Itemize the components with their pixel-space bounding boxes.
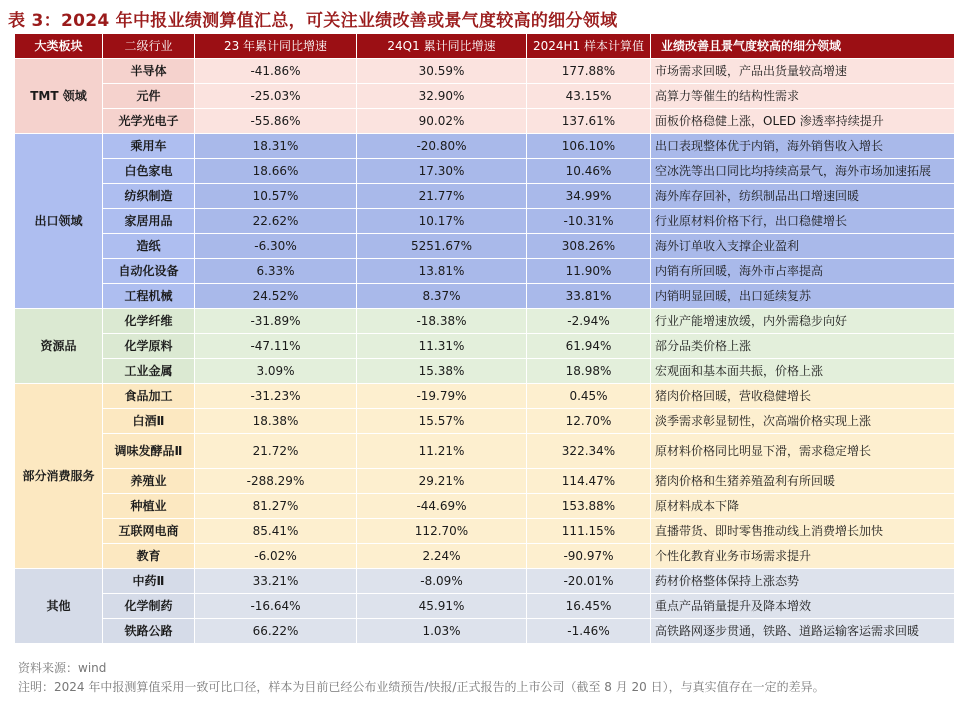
industry-cell: 化学原料 <box>103 334 195 359</box>
industry-cell: 造纸 <box>103 234 195 259</box>
table-row <box>15 594 955 619</box>
improvement-cell: 原材料价格同比明显下滑，需求稳定增长 <box>651 434 955 469</box>
data-source: 资料来源：wind <box>18 661 107 675</box>
growth-2023-cell: -6.30% <box>195 234 357 259</box>
table-row <box>15 469 955 494</box>
h1-sample-cell: -1.46% <box>527 619 651 644</box>
improvement-cell: 高算力等催生的结构性需求 <box>651 84 955 109</box>
industry-earnings-table <box>14 33 955 644</box>
table-row <box>15 544 955 569</box>
table-row <box>15 234 955 259</box>
improvement-cell: 空冰洗等出口同比均持续高景气，海外市场加速拓展 <box>651 159 955 184</box>
growth-24q1-cell: 5251.67% <box>357 234 527 259</box>
table-title: 表 3：2024 年中报业绩测算值汇总，可关注业绩改善或景气度较高的细分领域 <box>8 11 618 31</box>
industry-cell: 光学光电子 <box>103 109 195 134</box>
growth-24q1-cell: 11.21% <box>357 434 527 469</box>
growth-24q1-cell: 11.31% <box>357 334 527 359</box>
sector-cell: 部分消费服务 <box>15 384 103 569</box>
growth-24q1-cell: 15.57% <box>357 409 527 434</box>
growth-24q1-cell: 32.90% <box>357 84 527 109</box>
h1-sample-cell: 18.98% <box>527 359 651 384</box>
table-row <box>15 159 955 184</box>
improvement-cell: 内销有所回暖，海外市占率提高 <box>651 259 955 284</box>
industry-cell: 互联网电商 <box>103 519 195 544</box>
table-row <box>15 384 955 409</box>
growth-24q1-cell: 30.59% <box>357 59 527 84</box>
growth-2023-cell: 81.27% <box>195 494 357 519</box>
table-row <box>15 334 955 359</box>
industry-cell: 白酒Ⅱ <box>103 409 195 434</box>
industry-cell: 元件 <box>103 84 195 109</box>
table-row <box>15 209 955 234</box>
industry-cell: 中药Ⅱ <box>103 569 195 594</box>
h1-sample-cell: 16.45% <box>527 594 651 619</box>
h1-sample-cell: 137.61% <box>527 109 651 134</box>
h1-sample-cell: 11.90% <box>527 259 651 284</box>
growth-24q1-cell: -20.80% <box>357 134 527 159</box>
growth-2023-cell: 22.62% <box>195 209 357 234</box>
growth-24q1-cell: 21.77% <box>357 184 527 209</box>
h1-sample-cell: 106.10% <box>527 134 651 159</box>
table-row <box>15 494 955 519</box>
improvement-cell: 猪肉价格和生猪养殖盈利有所回暖 <box>651 469 955 494</box>
growth-2023-cell: -55.86% <box>195 109 357 134</box>
improvement-cell: 药材价格整体保持上涨态势 <box>651 569 955 594</box>
h1-sample-cell: -2.94% <box>527 309 651 334</box>
h1-sample-cell: 43.15% <box>527 84 651 109</box>
industry-cell: 家居用品 <box>103 209 195 234</box>
improvement-cell: 部分品类价格上涨 <box>651 334 955 359</box>
improvement-cell: 出口表现整体优于内销，海外销售收入增长 <box>651 134 955 159</box>
table-row <box>15 109 955 134</box>
sector-cell: 其他 <box>15 569 103 644</box>
h1-sample-cell: 10.46% <box>527 159 651 184</box>
h1-sample-cell: 308.26% <box>527 234 651 259</box>
h1-sample-cell: -20.01% <box>527 569 651 594</box>
growth-2023-cell: -25.03% <box>195 84 357 109</box>
growth-2023-cell: 18.66% <box>195 159 357 184</box>
header-industry: 二级行业 <box>103 34 195 59</box>
improvement-cell: 行业产能增速放缓，内外需稳步向好 <box>651 309 955 334</box>
industry-cell: 半导体 <box>103 59 195 84</box>
improvement-cell: 高铁路网逐步贯通，铁路、道路运输客运需求回暖 <box>651 619 955 644</box>
table-row <box>15 619 955 644</box>
growth-24q1-cell: 112.70% <box>357 519 527 544</box>
improvement-cell: 面板价格稳健上涨，OLED 渗透率持续提升 <box>651 109 955 134</box>
improvement-cell: 内销明显回暖，出口延续复苏 <box>651 284 955 309</box>
growth-24q1-cell: -18.38% <box>357 309 527 334</box>
growth-24q1-cell: 90.02% <box>357 109 527 134</box>
h1-sample-cell: 61.94% <box>527 334 651 359</box>
improvement-cell: 海外订单收入支撑企业盈利 <box>651 234 955 259</box>
growth-2023-cell: 3.09% <box>195 359 357 384</box>
h1-sample-cell: -90.97% <box>527 544 651 569</box>
growth-24q1-cell: 29.21% <box>357 469 527 494</box>
h1-sample-cell: 33.81% <box>527 284 651 309</box>
growth-24q1-cell: -8.09% <box>357 569 527 594</box>
table-row <box>15 259 955 284</box>
industry-cell: 工程机械 <box>103 284 195 309</box>
h1-sample-cell: 34.99% <box>527 184 651 209</box>
growth-24q1-cell: 2.24% <box>357 544 527 569</box>
h1-sample-cell: 153.88% <box>527 494 651 519</box>
table-row <box>15 569 955 594</box>
header-2024h1-sample: 2024H1 样本计算值 <box>527 34 651 59</box>
growth-24q1-cell: 17.30% <box>357 159 527 184</box>
table-row <box>15 184 955 209</box>
industry-cell: 食品加工 <box>103 384 195 409</box>
growth-2023-cell: 6.33% <box>195 259 357 284</box>
industry-cell: 铁路公路 <box>103 619 195 644</box>
improvement-cell: 个性化教育业务市场需求提升 <box>651 544 955 569</box>
footnote: 注明：2024 年中报测算值采用一致可比口径，样本为目前已经公布业绩预告/快报/正式报告的上市公司（截至 8 月 20 日），与真实值存在一定的差异。 <box>18 680 825 694</box>
improvement-cell: 行业原材料价格下行，出口稳健增长 <box>651 209 955 234</box>
h1-sample-cell: 111.15% <box>527 519 651 544</box>
table-body <box>15 59 955 644</box>
h1-sample-cell: 177.88% <box>527 59 651 84</box>
h1-sample-cell: 0.45% <box>527 384 651 409</box>
growth-2023-cell: -16.64% <box>195 594 357 619</box>
sector-cell: 资源品 <box>15 309 103 384</box>
growth-24q1-cell: 1.03% <box>357 619 527 644</box>
growth-2023-cell: -288.29% <box>195 469 357 494</box>
table-row <box>15 434 955 469</box>
growth-24q1-cell: -44.69% <box>357 494 527 519</box>
growth-2023-cell: -6.02% <box>195 544 357 569</box>
growth-24q1-cell: 45.91% <box>357 594 527 619</box>
industry-cell: 调味发酵品Ⅱ <box>103 434 195 469</box>
table-header <box>15 34 955 59</box>
table-row <box>15 309 955 334</box>
improvement-cell: 淡季需求彰显韧性，次高端价格实现上涨 <box>651 409 955 434</box>
sector-cell: TMT 领域 <box>15 59 103 134</box>
table-row <box>15 284 955 309</box>
growth-2023-cell: 85.41% <box>195 519 357 544</box>
growth-2023-cell: -31.89% <box>195 309 357 334</box>
industry-cell: 自动化设备 <box>103 259 195 284</box>
improvement-cell: 直播带货、即时零售推动线上消费增长加快 <box>651 519 955 544</box>
industry-cell: 纺织制造 <box>103 184 195 209</box>
improvement-cell: 猪肉价格回暖，营收稳健增长 <box>651 384 955 409</box>
improvement-cell: 市场需求回暖，产品出货量较高增速 <box>651 59 955 84</box>
industry-cell: 乘用车 <box>103 134 195 159</box>
industry-cell: 化学纤维 <box>103 309 195 334</box>
industry-cell: 教育 <box>103 544 195 569</box>
industry-cell: 化学制药 <box>103 594 195 619</box>
growth-2023-cell: 66.22% <box>195 619 357 644</box>
header-sector: 大类板块 <box>15 34 103 59</box>
h1-sample-cell: 322.34% <box>527 434 651 469</box>
industry-cell: 养殖业 <box>103 469 195 494</box>
table-row <box>15 519 955 544</box>
growth-2023-cell: 33.21% <box>195 569 357 594</box>
growth-2023-cell: 21.72% <box>195 434 357 469</box>
improvement-cell: 宏观面和基本面共振，价格上涨 <box>651 359 955 384</box>
table-row <box>15 359 955 384</box>
growth-2023-cell: 18.31% <box>195 134 357 159</box>
table-row <box>15 409 955 434</box>
improvement-cell: 重点产品销量提升及降本增效 <box>651 594 955 619</box>
growth-24q1-cell: 10.17% <box>357 209 527 234</box>
table-row <box>15 59 955 84</box>
header-growth-2023: 23 年累计同比增速 <box>195 34 357 59</box>
growth-2023-cell: 18.38% <box>195 409 357 434</box>
table-row <box>15 134 955 159</box>
header-improving-areas: 业绩改善且景气度较高的细分领域 <box>651 34 955 59</box>
h1-sample-cell: -10.31% <box>527 209 651 234</box>
industry-cell: 工业金属 <box>103 359 195 384</box>
growth-2023-cell: -47.11% <box>195 334 357 359</box>
sector-cell: 出口领域 <box>15 134 103 309</box>
growth-2023-cell: -41.86% <box>195 59 357 84</box>
growth-24q1-cell: 15.38% <box>357 359 527 384</box>
growth-24q1-cell: 13.81% <box>357 259 527 284</box>
growth-2023-cell: 24.52% <box>195 284 357 309</box>
industry-cell: 种植业 <box>103 494 195 519</box>
h1-sample-cell: 114.47% <box>527 469 651 494</box>
improvement-cell: 海外库存回补，纺织制品出口增速回暖 <box>651 184 955 209</box>
growth-24q1-cell: -19.79% <box>357 384 527 409</box>
h1-sample-cell: 12.70% <box>527 409 651 434</box>
growth-24q1-cell: 8.37% <box>357 284 527 309</box>
header-growth-24q1: 24Q1 累计同比增速 <box>357 34 527 59</box>
table-row <box>15 84 955 109</box>
growth-2023-cell: 10.57% <box>195 184 357 209</box>
industry-cell: 白色家电 <box>103 159 195 184</box>
improvement-cell: 原材料成本下降 <box>651 494 955 519</box>
growth-2023-cell: -31.23% <box>195 384 357 409</box>
